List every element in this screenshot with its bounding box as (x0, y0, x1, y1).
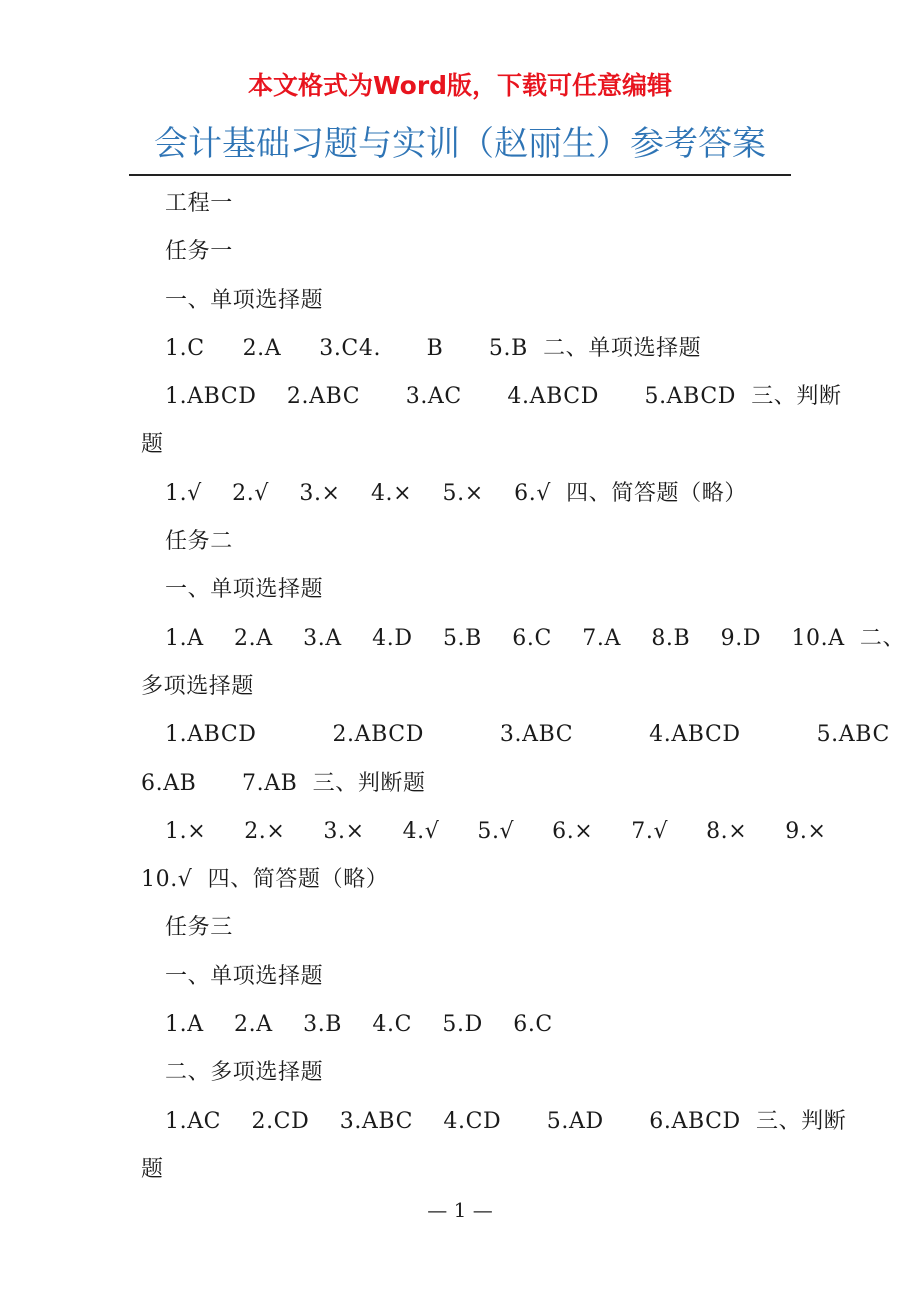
title-underline (129, 174, 791, 176)
answer-line: 1.A 2.A 3.A 4.D 5.B 6.C 7.A 8.B 9.D 10.A 二、 (165, 625, 906, 651)
page-number: — 1 — (427, 1198, 493, 1222)
question-type-heading: 二、多项选择题 (165, 1060, 324, 1086)
answer-line-continuation: 6.AB 7.AB 三、判断题 (141, 770, 426, 796)
task-heading: 任务一 (165, 239, 233, 265)
answer-line: 1.AC 2.CD 3.ABC 4.CD 5.AD 6.ABCD 三、判断 (165, 1108, 847, 1134)
task-heading: 任务三 (165, 915, 233, 941)
answer-line-continuation: 多项选择题 (141, 673, 255, 699)
answer-line: 1.ABCD 2.ABC 3.AC 4.ABCD 5.ABCD 三、判断 (165, 384, 842, 410)
task-heading: 任务二 (165, 529, 233, 555)
answer-line: 1.√ 2.√ 3.× 4.× 5.× 6.√ 四、简答题（略） (165, 480, 747, 506)
answer-line: 1.C 2.A 3.C4. B 5.B 二、单项选择题 (165, 335, 702, 361)
answer-line-continuation: 题 (141, 432, 164, 458)
document-title: 会计基础习题与实训（赵丽生）参考答案 (154, 124, 766, 164)
answer-line: 1.A 2.A 3.B 4.C 5.D 6.C (165, 1012, 553, 1038)
question-type-heading: 一、单项选择题 (165, 963, 324, 989)
section-heading: 工程一 (165, 191, 233, 216)
answer-line: 1.× 2.× 3.× 4.√ 5.√ 6.× 7.√ 8.× 9.× (165, 818, 827, 844)
answer-line-continuation: 10.√ 四、简答题（略） (141, 867, 389, 893)
question-type-heading: 一、单项选择题 (165, 287, 324, 313)
question-type-heading: 一、单项选择题 (165, 577, 324, 603)
answer-line: 1.ABCD 2.ABCD 3.ABC 4.ABCD 5.ABC (165, 722, 890, 748)
answer-line-continuation: 题 (141, 1156, 164, 1182)
document-body (141, 180, 906, 1194)
download-banner: 本文格式为Word版，下载可任意编辑 (247, 71, 673, 100)
